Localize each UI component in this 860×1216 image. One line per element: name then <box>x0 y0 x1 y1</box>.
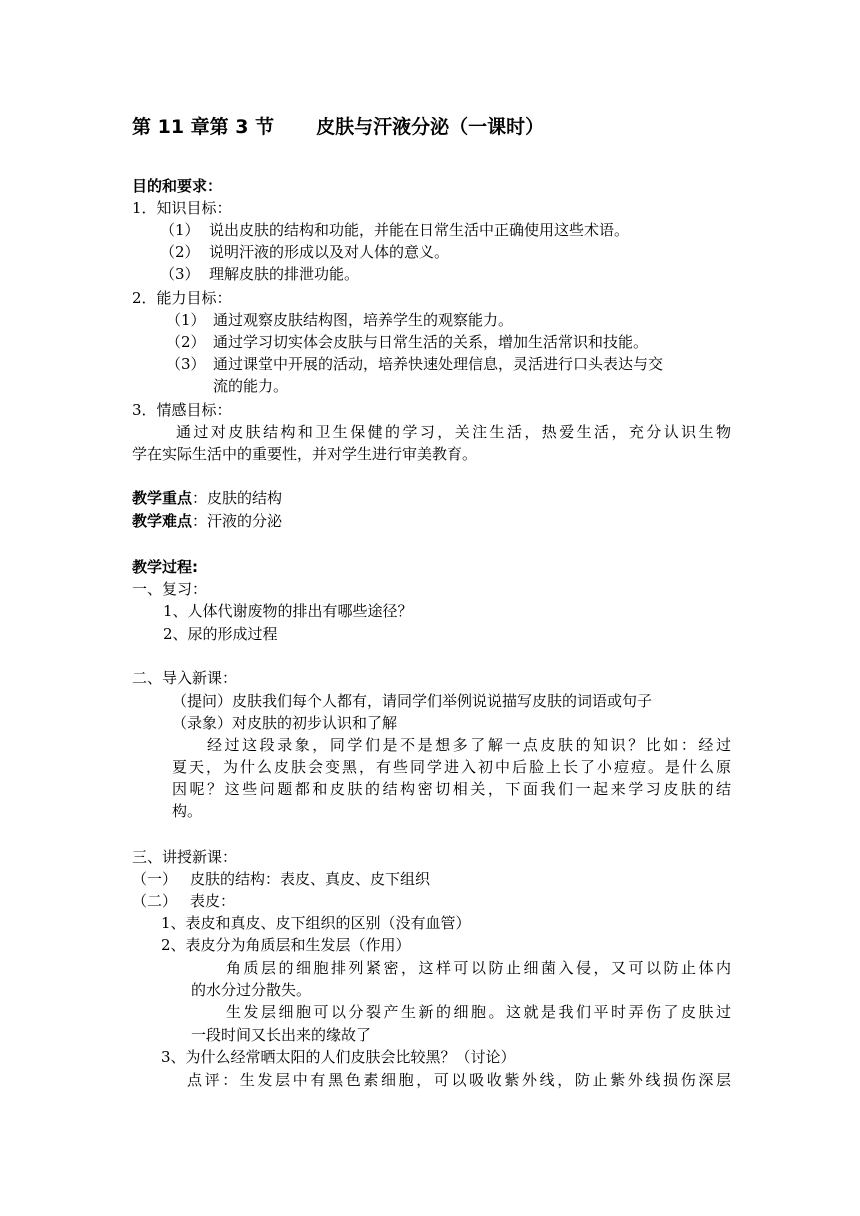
intro-question: （提问）皮肤我们每个人都有，请同学们举例说说描写皮肤的词语或句子 <box>172 692 653 710</box>
process-heading: 教学过程: <box>132 558 198 576</box>
emotion-text: 通过对皮肤结构和卫生保健的学习，关注生活，热爱生活，充分认识生物 <box>176 423 731 441</box>
knowledge-item: （3） 理解皮肤的排泄功能。 <box>160 265 360 283</box>
germinal-layer-text: 一段时间又长出来的缘故了 <box>191 1026 372 1044</box>
review-item: 2、尿的形成过程 <box>163 625 278 643</box>
knowledge-label: 1．知识目标： <box>132 199 232 217</box>
ability-label: 2．能力目标： <box>132 289 232 307</box>
topic-label: 皮肤与汗液分泌（一课时） <box>316 116 545 138</box>
intro-paragraph: 因呢？这些问题都和皮肤的结构密切相关，下面我们一起来学习皮肤的结 <box>172 780 731 798</box>
intro-paragraph: 夏天，为什么皮肤会变黑，有些同学进入初中后脸上长了小痘痘。是什么原 <box>172 758 731 776</box>
subsection-epidermis: （二） 表皮： <box>132 892 236 910</box>
intro-label: 二、导入新课： <box>132 669 238 687</box>
difficulty-point: 教学难点：汗液的分泌 <box>132 512 283 530</box>
horny-layer-text: 的水分过分散失。 <box>191 981 312 999</box>
point-item: 1、表皮和真皮、皮下组织的区别（没有血管） <box>161 914 471 932</box>
review-item: 1、人体代谢废物的排出有哪些途径？ <box>163 602 413 620</box>
ability-item: （1） 通过观察皮肤结构图，培养学生的观察能力。 <box>166 311 514 329</box>
ability-item-continued: 流的能力。 <box>213 377 289 395</box>
emotion-label: 3．情感目标： <box>132 401 232 419</box>
horny-layer-text: 角质层的细胞排列紧密，这样可以防止细菌入侵，又可以防止体内 <box>226 959 731 977</box>
key-point: 教学重点：皮肤的结构 <box>132 489 283 507</box>
ability-item: （2） 通过学习切实体会皮肤与日常生活的关系，增加生活常识和技能。 <box>166 333 649 351</box>
point-item: 2、表皮分为角质层和生发层（作用） <box>161 936 411 954</box>
knowledge-item: （1） 说出皮肤的结构和功能，并能在日常生活中正确使用这些术语。 <box>160 221 630 239</box>
knowledge-item: （2） 说明汗液的形成以及对人体的意义。 <box>160 243 450 261</box>
subsection-structure: （一） 皮肤的结构：表皮、真皮、皮下组织 <box>132 870 431 888</box>
intro-paragraph: 经过这段录象，同学们是不是想多了解一点皮肤的知识？比如：经过 <box>207 736 731 754</box>
objectives-heading: 目的和要求： <box>132 177 223 195</box>
germinal-layer-text: 生发层细胞可以分裂产生新的细胞。这就是我们平时弄伤了皮肤过 <box>226 1003 731 1021</box>
intro-video: （录象）对皮肤的初步认识和了解 <box>172 714 398 732</box>
page-title <box>132 116 544 138</box>
emotion-text: 学在实际生活中的重要性，并对学生进行审美教育。 <box>132 445 478 463</box>
ability-item: （3） 通过课堂中开展的活动，培养快速处理信息，灵活进行口头表达与交 <box>166 355 664 373</box>
review-label: 一、复习： <box>132 580 208 598</box>
comment-text: 点评：生发层中有黑色素细胞，可以吸收紫外线，防止紫外线损伤深层 <box>187 1071 731 1089</box>
intro-paragraph: 构。 <box>172 802 203 820</box>
teach-label: 三、讲授新课： <box>132 848 238 866</box>
chapter-label: 第 11 章第 3 节 <box>132 116 275 138</box>
point-item: 3、为什么经常晒太阳的人们皮肤会比较黑？（讨论） <box>161 1048 516 1066</box>
